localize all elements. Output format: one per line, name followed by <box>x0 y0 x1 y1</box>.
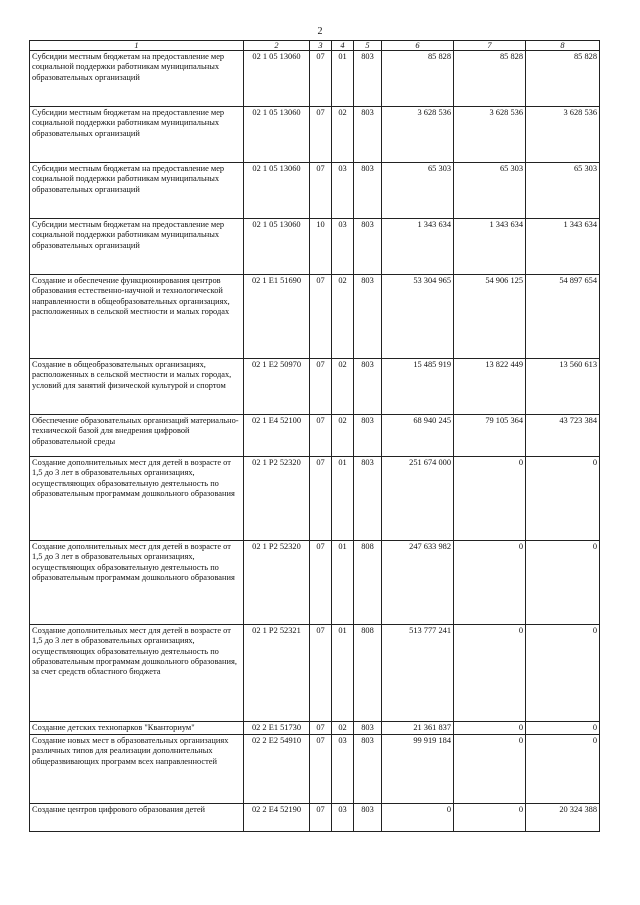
row-amount-2: 85 828 <box>454 51 526 107</box>
row-expense-type: 803 <box>354 275 382 359</box>
row-amount-1: 68 940 245 <box>382 415 454 457</box>
row-expense-type: 808 <box>354 541 382 625</box>
row-section: 07 <box>310 107 332 163</box>
table-body <box>30 51 600 832</box>
row-amount-2: 54 906 125 <box>454 275 526 359</box>
row-expense-type: 803 <box>354 722 382 735</box>
table-row <box>30 163 600 219</box>
row-csr-code: 02 1 05 13060 <box>244 163 310 219</box>
row-amount-3: 0 <box>526 457 600 541</box>
row-section: 07 <box>310 625 332 722</box>
row-name: Создание новых мест в образовательных организациях различных типов для реализации дополнительных общеразвивающих программ всех направленностей <box>30 735 244 804</box>
table-row <box>30 107 600 163</box>
row-amount-2: 79 105 364 <box>454 415 526 457</box>
row-name: Создание дополнительных мест для детей в возрасте от 1,5 до 3 лет в образовательных организациях, осуществляющих образовательную деятельность по образовательным программам дошкольного образования <box>30 541 244 625</box>
row-amount-2: 65 303 <box>454 163 526 219</box>
row-amount-2: 0 <box>454 735 526 804</box>
table-row <box>30 722 600 735</box>
row-name: Субсидии местным бюджетам на предоставление мер социальной поддержки работникам муниципальных образовательных организаций <box>30 107 244 163</box>
row-name: Создание центров цифрового образования детей <box>30 804 244 832</box>
row-csr-code: 02 1 E1 51690 <box>244 275 310 359</box>
row-csr-code: 02 2 E1 51730 <box>244 722 310 735</box>
row-subsection: 02 <box>332 415 354 457</box>
header-row <box>30 41 600 51</box>
row-expense-type: 803 <box>354 359 382 415</box>
row-csr-code: 02 2 E4 52190 <box>244 804 310 832</box>
row-csr-code: 02 2 E2 54910 <box>244 735 310 804</box>
row-csr-code: 02 1 05 13060 <box>244 107 310 163</box>
row-amount-1: 513 777 241 <box>382 625 454 722</box>
row-expense-type: 803 <box>354 457 382 541</box>
row-expense-type: 803 <box>354 107 382 163</box>
row-expense-type: 803 <box>354 163 382 219</box>
row-name: Создание дополнительных мест для детей в возрасте от 1,5 до 3 лет в образовательных организациях, осуществляющих образовательную деятельность по образовательным программам дошкольного образования, за счет средств областного бюджета <box>30 625 244 722</box>
row-amount-1: 15 485 919 <box>382 359 454 415</box>
row-section: 07 <box>310 804 332 832</box>
column-header: 3 <box>310 41 332 51</box>
table-row <box>30 219 600 275</box>
row-amount-1: 247 633 982 <box>382 541 454 625</box>
row-subsection: 03 <box>332 219 354 275</box>
row-amount-2: 0 <box>454 457 526 541</box>
table-row <box>30 275 600 359</box>
row-expense-type: 808 <box>354 625 382 722</box>
row-csr-code: 02 1 E4 52100 <box>244 415 310 457</box>
table-row <box>30 541 600 625</box>
row-amount-1: 3 628 536 <box>382 107 454 163</box>
row-csr-code: 02 1 P2 52320 <box>244 541 310 625</box>
row-amount-1: 0 <box>382 804 454 832</box>
row-csr-code: 02 1 E2 50970 <box>244 359 310 415</box>
row-amount-3: 0 <box>526 722 600 735</box>
row-subsection: 02 <box>332 275 354 359</box>
column-header: 7 <box>454 41 526 51</box>
table-row <box>30 359 600 415</box>
row-name: Создание и обеспечение функционирования центров образования естественно-научной и технологической направленности в общеобразовательных организациях, расположенных в сельской местности и малых городах <box>30 275 244 359</box>
row-amount-1: 65 303 <box>382 163 454 219</box>
row-csr-code: 02 1 P2 52320 <box>244 457 310 541</box>
row-amount-3: 1 343 634 <box>526 219 600 275</box>
row-amount-1: 21 361 837 <box>382 722 454 735</box>
row-amount-3: 0 <box>526 541 600 625</box>
row-amount-3: 20 324 388 <box>526 804 600 832</box>
row-subsection: 01 <box>332 625 354 722</box>
row-amount-1: 53 304 965 <box>382 275 454 359</box>
row-name: Создание в общеобразовательных организациях, расположенных в сельской местности и малых городах, условий для занятий физической культурой и спортом <box>30 359 244 415</box>
row-name: Субсидии местным бюджетам на предоставление мер социальной поддержки работникам муниципальных образовательных организаций <box>30 163 244 219</box>
row-amount-3: 54 897 654 <box>526 275 600 359</box>
row-name: Создание детских технопарков "Кванториум" <box>30 722 244 735</box>
table-row <box>30 735 600 804</box>
row-section: 07 <box>310 735 332 804</box>
row-section: 07 <box>310 275 332 359</box>
row-section: 07 <box>310 722 332 735</box>
row-subsection: 01 <box>332 51 354 107</box>
row-subsection: 02 <box>332 359 354 415</box>
page-number: 2 <box>317 26 323 37</box>
row-subsection: 03 <box>332 163 354 219</box>
row-amount-2: 13 822 449 <box>454 359 526 415</box>
row-amount-1: 85 828 <box>382 51 454 107</box>
row-amount-3: 3 628 536 <box>526 107 600 163</box>
row-amount-3: 85 828 <box>526 51 600 107</box>
row-amount-3: 65 303 <box>526 163 600 219</box>
row-name: Создание дополнительных мест для детей в возрасте от 1,5 до 3 лет в образовательных организациях, осуществляющих образовательную деятельность по образовательным программам дошкольного образования <box>30 457 244 541</box>
table-row <box>30 51 600 107</box>
row-subsection: 01 <box>332 457 354 541</box>
row-expense-type: 803 <box>354 804 382 832</box>
row-expense-type: 803 <box>354 415 382 457</box>
row-expense-type: 803 <box>354 735 382 804</box>
row-subsection: 03 <box>332 804 354 832</box>
row-amount-1: 1 343 634 <box>382 219 454 275</box>
column-header: 4 <box>332 41 354 51</box>
row-subsection: 02 <box>332 107 354 163</box>
row-amount-2: 0 <box>454 541 526 625</box>
row-csr-code: 02 1 05 13060 <box>244 51 310 107</box>
table-row <box>30 457 600 541</box>
row-subsection: 03 <box>332 735 354 804</box>
row-amount-2: 0 <box>454 722 526 735</box>
row-amount-3: 0 <box>526 625 600 722</box>
row-subsection: 01 <box>332 541 354 625</box>
row-amount-2: 0 <box>454 625 526 722</box>
column-header: 5 <box>354 41 382 51</box>
row-expense-type: 803 <box>354 51 382 107</box>
row-section: 10 <box>310 219 332 275</box>
column-header: 6 <box>382 41 454 51</box>
row-section: 07 <box>310 541 332 625</box>
row-section: 07 <box>310 457 332 541</box>
row-section: 07 <box>310 163 332 219</box>
row-section: 07 <box>310 359 332 415</box>
row-amount-3: 0 <box>526 735 600 804</box>
row-amount-2: 3 628 536 <box>454 107 526 163</box>
row-name: Обеспечение образовательных организаций материально-технической базой для внедрения цифровой образовательной среды <box>30 415 244 457</box>
row-name: Субсидии местным бюджетам на предоставление мер социальной поддержки работникам муниципальных образовательных организаций <box>30 51 244 107</box>
table-row <box>30 804 600 832</box>
row-csr-code: 02 1 05 13060 <box>244 219 310 275</box>
table-row <box>30 625 600 722</box>
budget-table <box>29 40 600 832</box>
row-expense-type: 803 <box>354 219 382 275</box>
row-amount-1: 99 919 184 <box>382 735 454 804</box>
column-header: 1 <box>30 41 244 51</box>
row-section: 07 <box>310 51 332 107</box>
table-row <box>30 415 600 457</box>
column-header: 8 <box>526 41 600 51</box>
row-csr-code: 02 1 P2 52321 <box>244 625 310 722</box>
row-amount-3: 43 723 384 <box>526 415 600 457</box>
column-header: 2 <box>244 41 310 51</box>
row-amount-1: 251 674 000 <box>382 457 454 541</box>
row-subsection: 02 <box>332 722 354 735</box>
row-name: Субсидии местным бюджетам на предоставление мер социальной поддержки работникам муниципальных образовательных организаций <box>30 219 244 275</box>
row-amount-3: 13 560 613 <box>526 359 600 415</box>
row-amount-2: 0 <box>454 804 526 832</box>
row-amount-2: 1 343 634 <box>454 219 526 275</box>
row-section: 07 <box>310 415 332 457</box>
